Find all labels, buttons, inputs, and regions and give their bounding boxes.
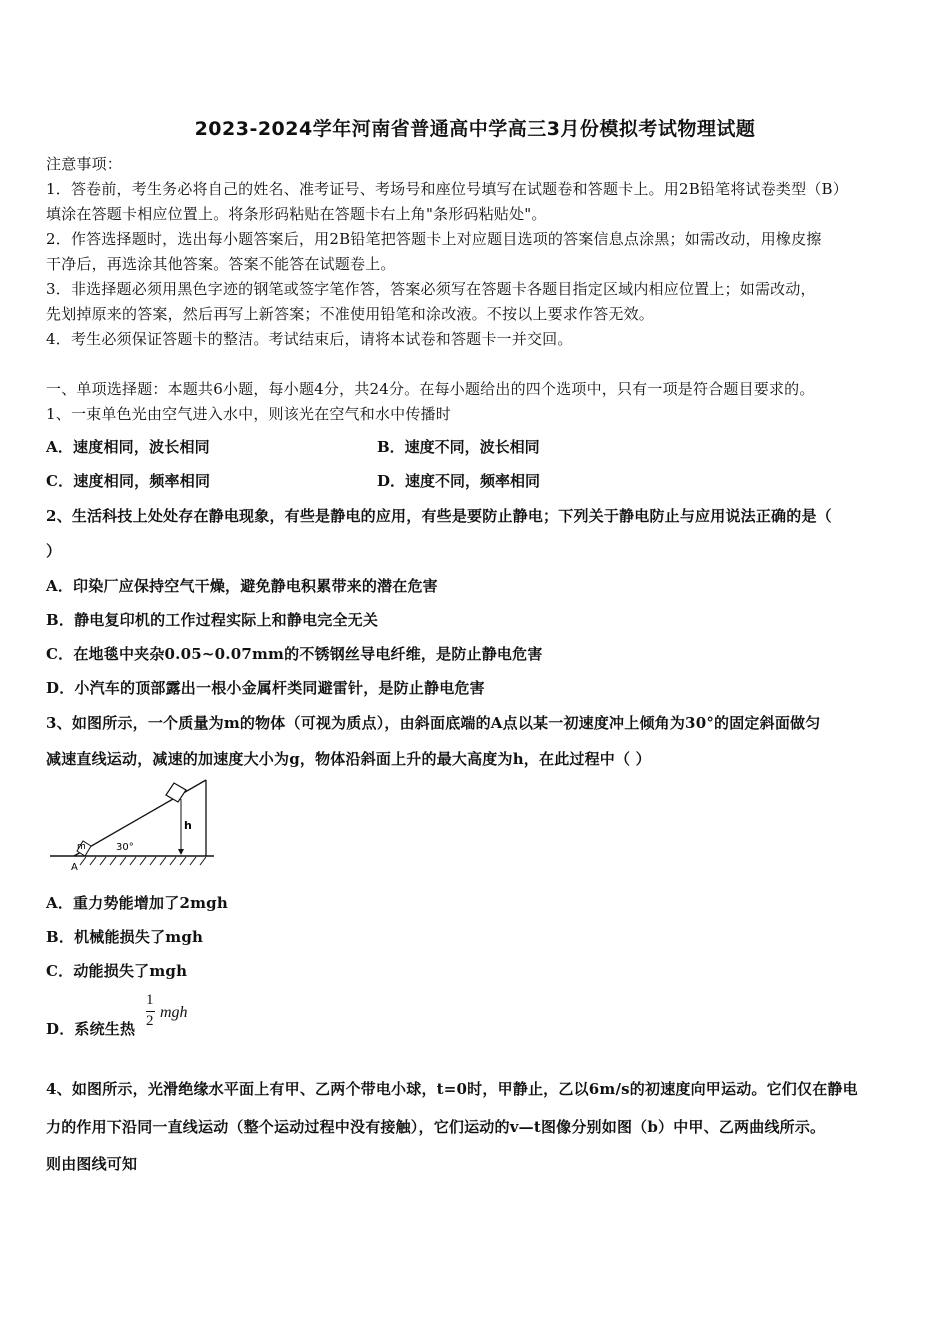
question-2-stem: 2、生活科技上处处存在静电现象，有些是静电的应用，有些是要防止静电；下列关于静电防止与应用说法正确的是（: [46, 507, 832, 525]
question-3-stem: 3、如图所示，一个质量为m的物体（可视为质点），由斜面底端的A点以某一初速度冲上倾角为30°的固定斜面做匀: [46, 714, 821, 732]
mass-label: m: [77, 842, 86, 852]
angle-label: 30°: [116, 842, 134, 853]
q3-option-b: B．机械能损失了mgh: [46, 928, 204, 946]
q2-option-c: C．在地毯中夹杂0.05~0.07mm的不锈钢丝导电纤维，是防止静电危害: [46, 645, 543, 663]
notice-line: 2．作答选择题时，选出每小题答案后，用2B铅笔把答题卡上对应题目选项的答案信息点涂黑；如需改动，用橡皮擦: [46, 230, 822, 248]
notice-line: 干净后，再选涂其他答案。答案不能答在试题卷上。: [46, 255, 396, 273]
question-1-stem: 1、一束单色光由空气进入水中，则该光在空气和水中传播时: [46, 405, 451, 423]
fraction-expression-text: mgh: [160, 1004, 188, 1021]
q3-option-c: C．动能损失了mgh: [46, 962, 188, 980]
fraction-expression: [146, 992, 346, 1042]
q3-option-d: D．系统生热: [46, 1020, 136, 1038]
q1-option-d: D．速度不同，频率相同: [377, 472, 541, 490]
question-3-stem-cont: 减速直线运动，减速的加速度大小为g，物体沿斜面上升的最大高度为h，在此过程中（ ）: [46, 750, 651, 768]
notice-heading: 注意事项：: [46, 155, 123, 173]
notice-line: 填涂在答题卡相应位置上。将条形码粘贴在答题卡右上角"条形码粘贴处"。: [46, 205, 547, 223]
notice-line: 3．非选择题必须用黑色字迹的钢笔或签字笔作答，答案必须写在答题卡各题目指定区域内相应位置上；如需改动，: [46, 280, 816, 298]
notice-line: 1．答卷前，考生务必将自己的姓名、准考证号、考场号和座位号填写在试题卷和答题卡上。用2B铅笔将试卷类型（B）: [46, 180, 848, 198]
question-4-stem-end: 则由图线可知: [46, 1155, 138, 1173]
section-heading: 一、单项选择题：本题共6小题，每小题4分，共24分。在每小题给出的四个选项中，只有一项是符合题目要求的。: [46, 380, 815, 398]
fraction-bar: [146, 1011, 155, 1012]
q1-option-a: A．速度相同，波长相同: [46, 438, 210, 456]
incline-figure: [46, 777, 216, 877]
point-label: A: [71, 862, 78, 873]
q2-option-b: B．静电复印机的工作过程实际上和静电完全无关: [46, 611, 379, 629]
q1-option-c: C．速度相同，频率相同: [46, 472, 211, 490]
fraction-denominator: 2: [146, 1013, 154, 1029]
q3-option-a: A．重力势能增加了2mgh: [46, 894, 228, 912]
fraction-numerator: 1: [146, 992, 154, 1008]
q2-option-a: A．印染厂应保持空气干燥，避免静电积累带来的潜在危害: [46, 577, 438, 595]
question-4-stem-cont: 力的作用下沿同一直线运动（整个运动过程中没有接触），它们运动的v—t图像分别如图（b）中甲、乙两曲线所示。: [46, 1118, 826, 1136]
q1-option-b: B．速度不同，波长相同: [377, 438, 540, 456]
notice-line: 4．考生必须保证答题卡的整洁。考试结束后，请将本试卷和答题卡一并交回。: [46, 330, 573, 348]
height-label: h: [184, 819, 192, 832]
page-title: 2023-2024学年河南省普通高中学高三3月份模拟考试物理试题: [194, 118, 756, 140]
question-4-stem: 4、如图所示，光滑绝缘水平面上有甲、乙两个带电小球，t=0时，甲静止，乙以6m/s的初速度向甲运动。它们仅在静电: [46, 1080, 858, 1098]
q2-option-d: D．小汽车的顶部露出一根小金属杆类同避雷针，是防止静电危害: [46, 679, 485, 697]
notice-line: 先划掉原来的答案，然后再写上新答案；不准使用铅笔和涂改液。不按以上要求作答无效。: [46, 305, 655, 323]
question-2-stem-end: ）: [46, 542, 62, 560]
